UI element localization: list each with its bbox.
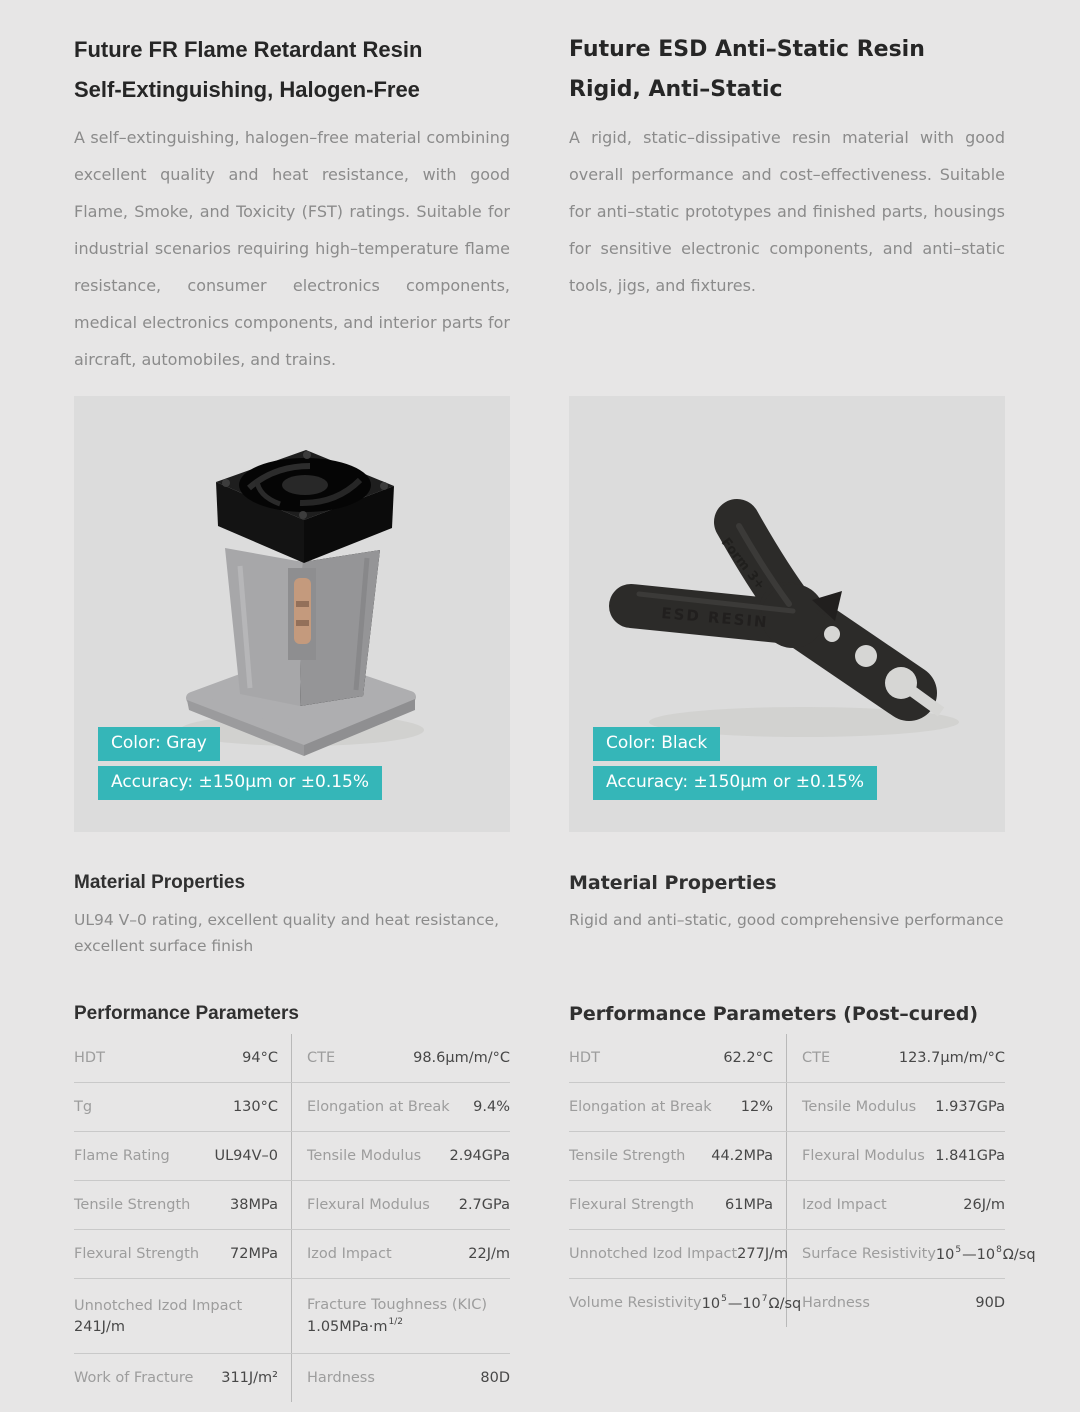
esd-material-properties xyxy=(569,872,1005,1002)
param-cell xyxy=(569,1083,787,1131)
param-label: Flexural Modulus xyxy=(802,1148,925,1164)
param-row xyxy=(74,1034,510,1083)
param-value: 90D xyxy=(975,1295,1005,1311)
param-label: Flexural Strength xyxy=(74,1246,200,1262)
param-row xyxy=(74,1354,510,1402)
param-row xyxy=(569,1034,1005,1083)
fr-material-properties-heading: Material Properties xyxy=(74,872,246,893)
param-cell xyxy=(787,1034,1005,1082)
param-value: $10^5—10^7\Omega/sq$ xyxy=(701,1293,802,1312)
param-label: Elongation at Break xyxy=(569,1099,712,1115)
param-label: Izod Impact xyxy=(802,1197,887,1213)
param-cell xyxy=(74,1132,292,1180)
param-value: 80D xyxy=(480,1370,510,1386)
param-cell xyxy=(292,1354,510,1402)
param-row xyxy=(569,1181,1005,1230)
fr-title-line1: Future FR Flame Retardant Resin xyxy=(74,37,423,62)
param-value-superscript: 7 xyxy=(761,1293,768,1304)
esd-material-properties-heading: Material Properties xyxy=(569,872,777,894)
param-cell xyxy=(569,1181,787,1229)
param-cell xyxy=(292,1034,510,1082)
param-value: 12% xyxy=(740,1099,773,1115)
param-label: Elongation at Break xyxy=(307,1099,450,1115)
param-cell xyxy=(787,1132,1005,1180)
param-label: CTE xyxy=(307,1050,336,1066)
esd-embossed-form3-text: Form 3+ xyxy=(717,535,768,594)
fr-title xyxy=(74,30,510,110)
param-cell xyxy=(787,1279,1005,1327)
param-row xyxy=(74,1132,510,1181)
param-value: 277J/m xyxy=(737,1246,789,1262)
esd-intro xyxy=(569,30,1005,396)
param-value-superscript: 5 xyxy=(721,1293,727,1304)
param-label: Izod Impact xyxy=(307,1246,392,1262)
param-value: 61MPa xyxy=(725,1197,773,1213)
fr-title-line2: Self-Extinguishing, Halogen-Free xyxy=(74,77,420,102)
param-value: 1.937GPa xyxy=(935,1099,1005,1115)
param-cell xyxy=(292,1083,510,1131)
esd-color-badge: Color: Black xyxy=(593,727,720,761)
param-row xyxy=(74,1083,510,1132)
param-label: Volume Resistivity xyxy=(569,1295,702,1311)
param-cell xyxy=(787,1230,1036,1278)
fr-product-photo xyxy=(74,396,510,832)
esd-performance-section xyxy=(569,1002,1036,1327)
param-label: Flame Rating xyxy=(74,1148,170,1164)
param-label: Surface Resistivity xyxy=(802,1246,936,1262)
param-label: HDT xyxy=(74,1050,105,1066)
esd-accuracy-badge: Accuracy: ±150μm or ±0.15% xyxy=(593,766,877,800)
fr-performance-heading: Performance Parameters xyxy=(74,1003,299,1024)
param-cell xyxy=(569,1034,787,1082)
param-label: Flexural Strength xyxy=(569,1197,695,1213)
param-value: 130°C xyxy=(232,1099,278,1115)
param-value: 62.2°C xyxy=(723,1050,773,1066)
column-esd-resin xyxy=(569,30,1036,1402)
param-label: Unnotched Izod Impact xyxy=(569,1246,738,1262)
param-label: Tensile Strength xyxy=(74,1197,191,1213)
param-cell xyxy=(74,1181,292,1229)
fr-material-properties xyxy=(74,872,510,1002)
param-value-superscript: 1/2 xyxy=(388,1317,403,1328)
param-cell xyxy=(787,1181,1005,1229)
param-value: 22J/m xyxy=(468,1246,510,1262)
param-cell xyxy=(74,1230,292,1278)
fr-material-properties-text: UL94 V–0 rating, excellent quality and heat resistance, excellent surface finish xyxy=(74,911,500,955)
param-row xyxy=(74,1279,510,1354)
param-value: 123.7μm/m/°C xyxy=(898,1050,1005,1066)
param-row xyxy=(569,1279,1005,1327)
param-value: 72MPa xyxy=(230,1246,278,1262)
esd-embossed-resin-text: ESD RESIN xyxy=(660,604,770,632)
param-value: 94°C xyxy=(242,1050,278,1066)
param-cell xyxy=(569,1230,787,1278)
esd-title-line1: Future ESD Anti–Static Resin xyxy=(569,37,925,62)
fr-performance-section xyxy=(74,1002,510,1402)
esd-performance-table xyxy=(569,1034,1036,1327)
param-value: 241J/m xyxy=(74,1318,125,1335)
param-cell xyxy=(74,1034,292,1082)
param-value: 1.841GPa xyxy=(935,1148,1005,1164)
param-cell xyxy=(74,1354,292,1402)
esd-material-properties-text: Rigid and anti–static, good comprehensive performance xyxy=(569,911,1004,929)
param-value: 9.4% xyxy=(473,1099,510,1115)
param-row xyxy=(569,1230,1036,1279)
param-value: $1.05MPa\cdot m^{1/2}$ xyxy=(307,1317,403,1335)
column-fr-resin xyxy=(74,30,510,1402)
param-value: 44.2MPa xyxy=(711,1148,773,1164)
esd-title xyxy=(569,30,1005,110)
param-label: Hardness xyxy=(802,1295,870,1311)
param-label: Tg xyxy=(74,1099,93,1115)
param-cell xyxy=(74,1083,292,1131)
param-label: Flexural Modulus xyxy=(307,1197,430,1213)
param-cell xyxy=(292,1132,510,1180)
esd-product-photo xyxy=(569,396,1005,832)
fr-color-badge: Color: Gray xyxy=(98,727,220,761)
param-value: 98.6μm/m/°C xyxy=(413,1050,510,1066)
param-label: Tensile Modulus xyxy=(802,1099,917,1115)
fr-description: A self–extinguishing, halogen–free material combining excellent quality and heat resistance, with good Flame, Smoke, and Toxicity (FST) ratings. Suitable for industrial scenarios requiring high–temperature flame resistance, consumer electronics components, medical electronics components, and interior parts for aircraft, automobiles, and trains. xyxy=(74,128,510,369)
param-value: $10^5—10^8\Omega/sq$ xyxy=(935,1244,1036,1263)
param-value: 2.7GPa xyxy=(458,1197,510,1213)
param-row xyxy=(74,1230,510,1279)
fr-accuracy-badge: Accuracy: ±150μm or ±0.15% xyxy=(98,766,382,800)
param-value: 26J/m xyxy=(963,1197,1005,1213)
param-cell xyxy=(569,1279,802,1327)
param-cell xyxy=(787,1083,1005,1131)
esd-title-line2: Rigid, Anti–Static xyxy=(569,77,783,102)
param-row xyxy=(569,1132,1005,1181)
param-label: Work of Fracture xyxy=(74,1370,194,1386)
param-row xyxy=(569,1083,1005,1132)
param-label: Unnotched Izod Impact xyxy=(74,1297,243,1314)
esd-description: A rigid, static–dissipative resin material with good overall performance and cost–effectiveness. Suitable for anti–static prototypes and finished parts, housings for sensitive electronic components, and anti–static tools, jigs, and fixtures. xyxy=(569,128,1005,295)
param-cell xyxy=(292,1181,510,1229)
esd-performance-heading: Performance Parameters (Post–cured) xyxy=(569,1003,979,1025)
param-value-superscript: 8 xyxy=(996,1244,1002,1255)
param-label: CTE xyxy=(802,1050,831,1066)
fr-intro xyxy=(74,30,510,396)
param-label: Tensile Modulus xyxy=(307,1148,422,1164)
param-row xyxy=(74,1181,510,1230)
param-value: 311J/m² xyxy=(221,1370,278,1386)
param-value-superscript: 5 xyxy=(955,1244,962,1255)
fr-performance-table xyxy=(74,1034,510,1402)
param-label: Hardness xyxy=(307,1370,375,1386)
param-cell xyxy=(569,1132,787,1180)
param-cell xyxy=(74,1279,292,1353)
param-label: Fracture Toughness (KIC) xyxy=(307,1297,488,1314)
param-label: HDT xyxy=(569,1050,600,1066)
param-cell xyxy=(292,1230,510,1278)
param-value: 2.94GPa xyxy=(449,1148,510,1164)
param-label: Tensile Strength xyxy=(569,1148,686,1164)
param-value: 38MPa xyxy=(230,1197,278,1213)
param-value: UL94V–0 xyxy=(214,1148,278,1164)
param-cell xyxy=(292,1279,510,1353)
